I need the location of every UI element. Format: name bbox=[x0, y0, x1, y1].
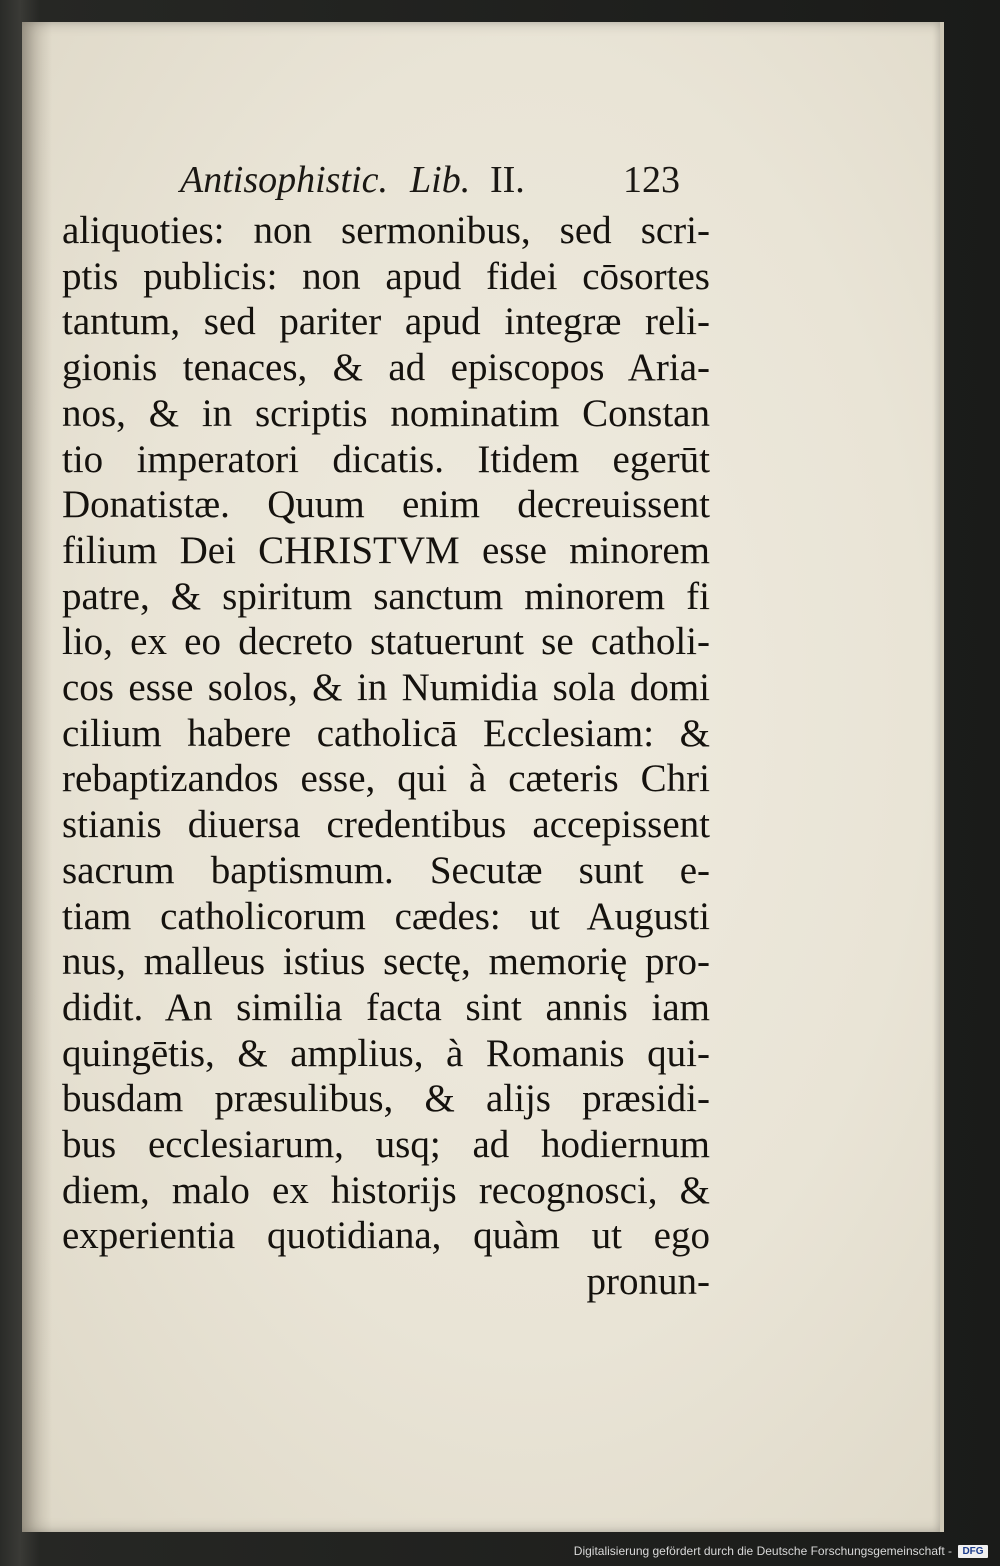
page-number: 123 bbox=[623, 159, 680, 201]
text-line: cos esse solos, & in Numidia sola domi bbox=[62, 666, 710, 710]
text-line: experientia quotidiana, quàm ut ego bbox=[62, 1214, 710, 1258]
text-line: didit. An similia facta sint annis iam bbox=[62, 985, 710, 1029]
footer-credit: Digitalisierung gefördert durch die Deutsche Forschungsgemeinschaft - bbox=[573, 1544, 952, 1558]
running-head bbox=[160, 158, 680, 208]
text-line: aliquoties: non sermonibus, sed scri- bbox=[62, 209, 710, 252]
dfg-logo-icon: DFG bbox=[958, 1545, 988, 1558]
body-text bbox=[62, 208, 710, 1305]
text-line: patre, & spiritum sanctum minorem fi bbox=[62, 574, 710, 618]
text-line: tantum, sed pariter apud integræ reli- bbox=[62, 300, 710, 344]
text-line: filium Dei CHRISTVM esse minorem bbox=[62, 528, 710, 572]
text-line: cilium habere catholicā Ecclesiam: & bbox=[62, 711, 710, 755]
text-line: busdam præsulibus, & alijs præsidi- bbox=[62, 1077, 710, 1121]
text-line: sacrum baptismum. Secutæ sunt e- bbox=[62, 848, 710, 892]
text-line: rebaptizandos esse, qui à cæteris Chri bbox=[62, 757, 710, 801]
text-line: lio, ex eo decreto statuerunt se catholi- bbox=[62, 620, 710, 664]
text-line: tio imperatori dicatis. Itidem egerūt bbox=[62, 437, 710, 481]
text-line: gionis tenaces, & ad episcopos Aria- bbox=[62, 346, 710, 390]
text-line: nus, malleus istius sectę, memorię pro- bbox=[62, 940, 710, 984]
digitization-footer bbox=[574, 1542, 988, 1560]
text-line: stianis diuersa credentibus accepissent bbox=[62, 803, 710, 847]
running-head-book-number: II. bbox=[490, 159, 525, 201]
text-line: tiam catholicorum cædes: ut Augusti bbox=[62, 894, 710, 938]
catchword: pronun- bbox=[586, 1260, 710, 1304]
text-line: Donatistæ. Quum enim decreuissent bbox=[62, 483, 710, 527]
running-head-title: Antisophistic. bbox=[180, 159, 388, 201]
gutter-shadow bbox=[22, 22, 52, 1532]
text-line: bus ecclesiarum, usq; ad hodiernum bbox=[62, 1123, 710, 1167]
text-line: quingētis, & amplius, à Romanis qui- bbox=[62, 1031, 710, 1075]
text-line: diem, malo ex historijs recognosci, & bbox=[62, 1168, 710, 1212]
text-line: ptis publicis: non apud fidei cōsortes bbox=[62, 254, 710, 298]
running-head-book: Lib. bbox=[410, 159, 471, 201]
text-line: nos, & in scriptis nominatim Constan bbox=[62, 391, 710, 435]
